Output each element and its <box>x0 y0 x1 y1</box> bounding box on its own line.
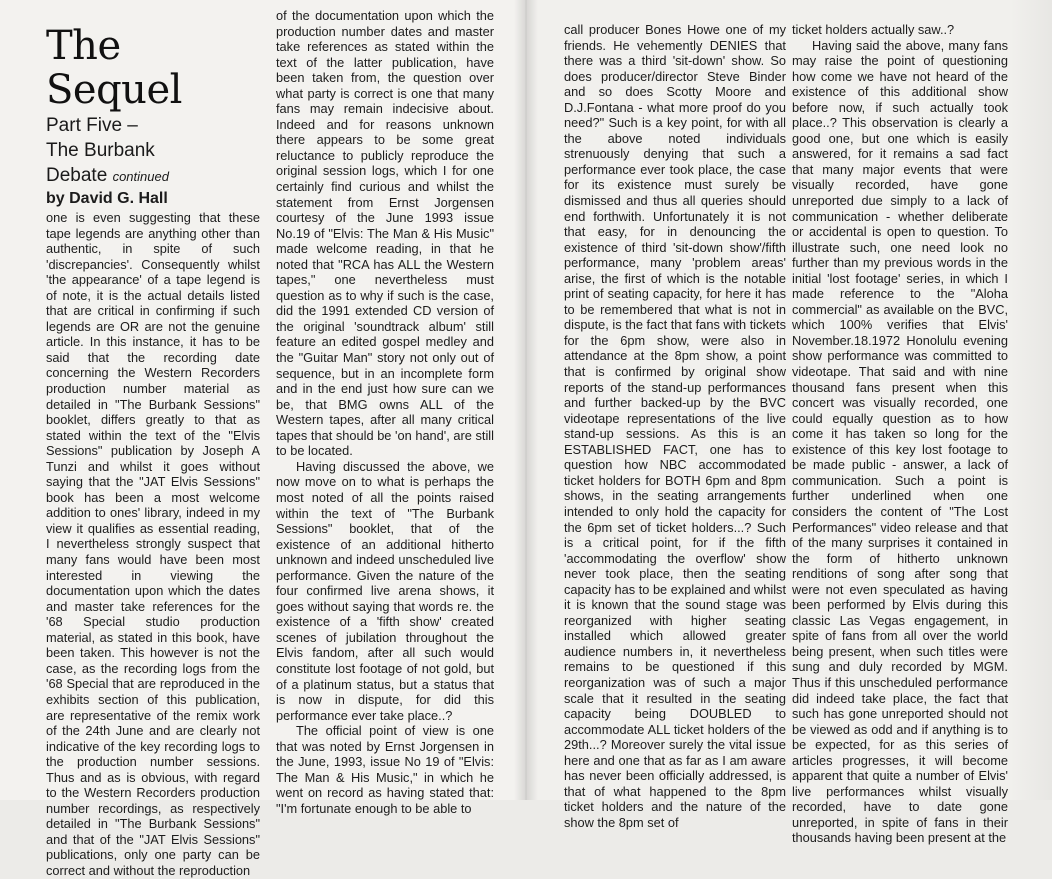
left-page <box>0 0 526 878</box>
page-gutter <box>514 0 538 800</box>
body-paragraph: of the documentation upon which the production number dates and master take references as stated within the text of the latter publication, have been taken from, the question over what party is correct is one that many fans may remain indecisive about. Indeed and for reasons unknown there appears to be some great reluctance to publicly reproduce the original session logs, which I for one certainly find curious and whilst the statement from Ernst Jorgensen courtesy of the June 1993 issue No.19 of "Elvis: The Man & His Music" made welcome reading, in that he noted that "RCA has ALL the Western tapes," one nevertheless must question as to why if such is the case, did the 1991 extended CD version of the original 'soundtrack album' still feature an edited gospel medley and the "Guitar Man" story not only out of sequence, but in an incomplete form and in the end just how sure can we be, that BMG owns ALL of the Western tapes, after all many critical tapes that should be 'on hand', are still to be located. <box>276 8 494 459</box>
article-column-2 <box>276 8 494 816</box>
article-title: The Sequel <box>46 23 182 113</box>
body-paragraph: call producer Bones Howe one of my friends. He vehemently DENIES that there was a third 'sit-down' show. So does producer/director Steve Binder and so does Scotty Moore and D.J.Fontana - what more proof do you need?" Such is a key point, for with all the above noted individuals strenuously denying that such a performance ever took place, the case for its existence must surely be dismissed and thus all queries should end forthwith. Unfortunately it is not that easy, for in denouncing the existence of third 'sit-down show'/fifth performance, many 'problem areas' arise, the first of which is the notable print of seating capacity, for here it has to be remembered that what is not in dispute, is the fact that fans with tickets for the 6pm show, were also in attendance at the 8pm show, a point that is confirmed by original show reports of the stand-up performances and further backed-up by the BVC videotape representations of the live stand-up sessions. As this is an ESTABLISHED FACT, one has to question how NBC accommodated ticket holders for BOTH 6pm and 8pm shows, in the seating arrangements intended to only hold the capacity for the 6pm set of ticket holders...? Such is a critical point, for if the fifth 'accommodating the overflow' show never took place, then the seating capacity has to be explained and whilst it is known that the sound stage was reorganized with higher seating installed which allowed greater audience numbers in, it nevertheless remains to be questioned if this reorganization was of such a major scale that it resulted in the seating capacity being DOUBLED to accommodate ALL ticket holders of the 29th...? Moreover surely the vital issue here and one that as far as I am aware has never been officially addressed, is that of what happened to the 8pm ticket holders and the nature of the show the 8pm set of <box>564 22 786 830</box>
article-subtitle: The Burbank <box>46 140 155 161</box>
article-column-1 <box>46 24 260 879</box>
byline: by David G. Hall <box>46 190 168 207</box>
body-paragraph: Having said the above, many fans may raise the point of questioning how come we have not heard of the existence of this additional show before now, if such actually took place..? This observation is clearly a good one, but one which is easily answered, for it remains a sad fact that many major events that were visually recorded, have gone unreported due simply to a lack of communication - whether deliberate or accidental is open to question. To illustrate such, one need look no further than my previous words in the initial 'lost footage' series, in which I made reference to the "Aloha commercial" as available on the BVC, which 100% verifies that Elvis' November.18.1972 Honolulu evening show performance was committed to videotape. That said and with nine thousand fans present when this concert was visually recorded, one could equally question as to how come it has taken so long for the existence of this key lost footage to be made public - answer, a lack of communication. Such a point is further underlined when one considers the content of "The Lost Performances" video release and that of the many surprises it contained in the form of hitherto unknown renditions of song after song that were not even speculated as having been performed by Elvis during this classic Las Vegas engagement, in spite of fans from all over the world being present, when such titles were sung and duly recorded by MGM. Thus if this unscheduled performance did indeed take place, the fact that such has gone unreported should not be viewed as odd and if anything is to be expected, for as this series of articles progresses, it will become apparent that quite a number of Elvis' live performances whilst visually recorded, have to date gone unreported, in spite of fans in their thousands having been present at the <box>792 37 1008 846</box>
article-column-3 <box>564 22 786 830</box>
body-paragraph: Having discussed the above, we now move on to what is perhaps the most noted of all the points raised within the text of "The Burbank Sessions" booklet, that of the existence of an additional hitherto unknown and indeed unscheduled live performance. Given the nature of the four confirmed live arena shows, it goes without saying that words re. the existence of a 'fifth show' created scenes of jubilation throughout the Elvis fandom, after all such would constitute lost footage of not gold, but of a platinum status, but a status that is now in dispute, for did this performance ever take place..? <box>276 458 494 723</box>
body-paragraph: ticket holders actually saw..? <box>792 22 955 37</box>
article-debate-line <box>46 164 260 188</box>
debate-word: Debate <box>46 165 108 186</box>
body-paragraph: one is even suggesting that these tape legends are anything other than authentic, in spite of such 'discrepancies'. Consequently whilst 'the appearance' of a tape legend is of note, it is the actual details listed that are critical in confirming if such legends are OR are not the genuine article. In this instance, it has to be said that the recording date concerning the Western Recorders production number material as detailed in "The Burbank Sessions" booklet, differs greatly to that as stated within the text of the "Elvis Sessions" publication by Joseph A Tunzi and whilst it goes without saying that the "JAT Elvis Sessions" book has been a most welcome addition to ones' library, indeed in my view it qualifies as essential reading, I nevertheless strongly suspect that many fans would have been most interested in viewing the documentation upon which the dates and master take references for the '68 Special studio production material, as stated in this book, have been taken. This however is not the case, as the recording logs from the '68 Special that are reproduced in the exhibits section of this publication, are representative of the remix work of the 24th June and are clearly not indicative of the key recording logs to the production number sessions. Thus and as is obvious, with regard to the Western Recorders production number recordings, as respectively detailed in "The Burbank Sessions" and that of the "JAT Elvis Sessions" publications, only one party can be correct and without the reproduction <box>46 210 260 878</box>
right-page <box>526 0 1052 846</box>
body-paragraph: The official point of view is one that was noted by Ernst Jorgensen in the June, 1993, issue No 19 of "Elvis: The Man & His Music," in which he went on record as having stated that: "I'm fortunate enough to be able to <box>276 723 494 816</box>
page-edge-shadow <box>1010 0 1052 800</box>
article-column-4 <box>792 22 1008 846</box>
continued-label: continued <box>112 169 169 184</box>
article-part: Part Five – <box>46 115 138 136</box>
